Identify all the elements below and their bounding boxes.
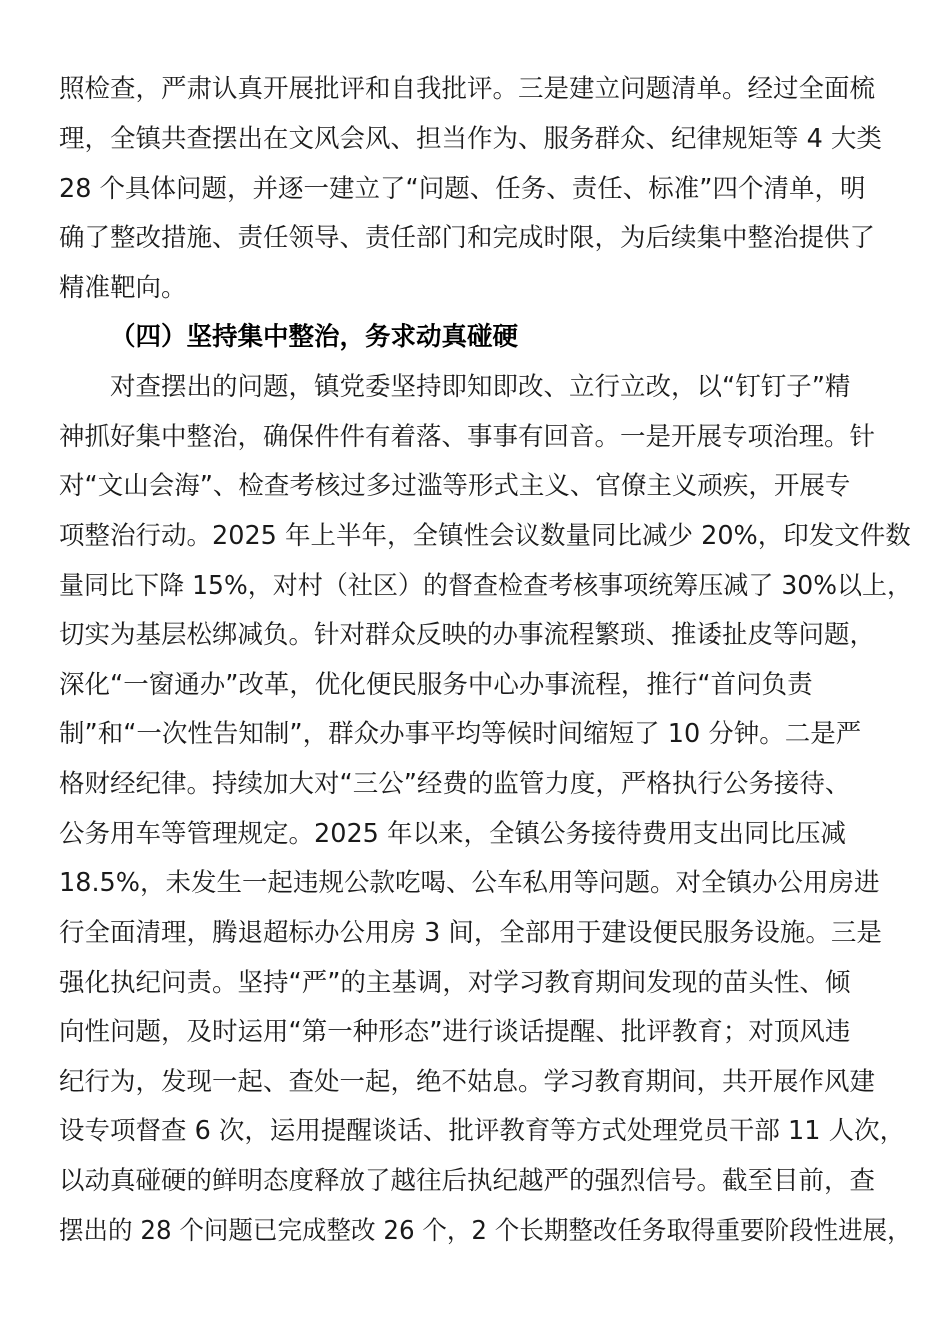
paragraph-2-line: 以动真碰硬的鲜明态度释放了越往后执纪越严的强烈信号。截至目前，查 (59, 1166, 876, 1196)
paragraph-2-line: 深化“一窗通办”改革，优化便民服务中心办事流程，推行“首问负责 (59, 670, 813, 700)
paragraph-1-line: 28 个具体问题，并逐一建立了“问题、任务、责任、标准”四个清单，明 (59, 174, 866, 204)
paragraph-2-line: 18.5%，未发生一起违规公款吃喝、公车私用等问题。对全镇办公用房进 (59, 868, 880, 898)
paragraph-1-line: 理，全镇共查摆出在文风会风、担当作为、服务群众、纪律规矩等 4 大类 (59, 124, 882, 154)
paragraph-2-line: 强化执纪问责。坚持“严”的主基调，对学习教育期间发现的苗头性、倾 (59, 968, 851, 998)
paragraph-2-line: 设专项督查 6 次，运用提醒谈话、批评教育等方式处理党员干部 11 人次， (59, 1116, 906, 1146)
paragraph-1-line: 精准靶向。 (59, 273, 187, 303)
paragraph-2-line: 对查摆出的问题，镇党委坚持即知即改、立行立改，以“钉钉子”精 (110, 372, 851, 402)
paragraph-2-line: 制”和“一次性告知制”，群众办事平均等候时间缩短了 10 分钟。二是严 (59, 719, 862, 749)
paragraph-1-line: 确了整改措施、责任领导、责任部门和完成时限，为后续集中整治提供了 (59, 223, 876, 253)
paragraph-2-line: 行全面清理，腾退超标办公用房 3 间，全部用于建设便民服务设施。三是 (59, 918, 882, 948)
paragraph-2-line: 向性问题，及时运用“第一种形态”进行谈话提醒、批评教育；对顶风违 (59, 1017, 851, 1047)
paragraph-2-line: 格财经纪律。持续加大对“三公”经费的监管力度，严格执行公务接待、 (59, 769, 851, 799)
paragraph-2-line: 切实为基层松绑减负。针对群众反映的办事流程繁琐、推诿扯皮等问题， (59, 620, 876, 650)
paragraph-2-line: 量同比下降 15%，对村（社区）的督查检查考核事项统筹压减了 30%以上， (59, 571, 913, 601)
paragraph-2-line: 对“文山会海”、检查考核过多过滥等形式主义、官僚主义顽疾，开展专 (59, 471, 851, 501)
paragraph-2-line: 摆出的 28 个问题已完成整改 26 个，2 个长期整改任务取得重要阶段性进展， (59, 1216, 912, 1246)
paragraph-2-line: 纪行为，发现一起、查处一起，绝不姑息。学习教育期间，共开展作风建 (59, 1067, 876, 1097)
section-heading: （四）坚持集中整治，务求动真碰硬 (110, 322, 519, 352)
paragraph-2-line: 项整治行动。2025 年上半年，全镇性会议数量同比减少 20%，印发文件数 (59, 521, 911, 551)
paragraph-2-line: 公务用车等管理规定。2025 年以来，全镇公务接待费用支出同比压减 (59, 819, 847, 849)
paragraph-2-line: 神抓好集中整治，确保件件有着落、事事有回音。一是开展专项治理。针 (59, 422, 876, 452)
paragraph-1-line: 照检查，严肃认真开展批评和自我批评。三是建立问题清单。经过全面梳 (59, 74, 876, 104)
